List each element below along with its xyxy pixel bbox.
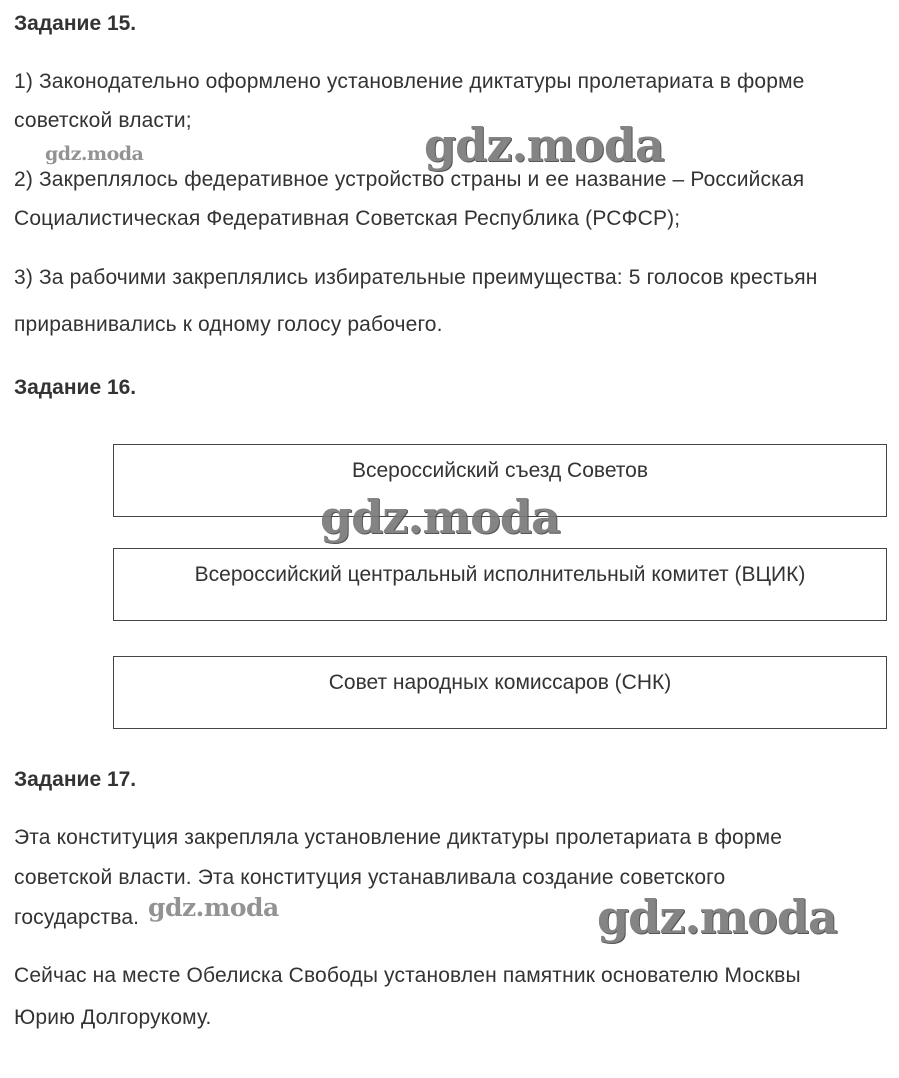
diagram-box-label: Совет народных комиссаров (СНК) — [328, 671, 672, 694]
task-17-line: Эта конституция закрепляла установление диктатуры пролетариата в форме — [14, 826, 783, 849]
watermark: gdz.moda — [597, 890, 837, 944]
diagram-box-label: Всероссийский центральный исполнительный комитет (ВЦИК) — [194, 563, 806, 586]
task-17-line: Сейчас на месте Обелиска Свободы установлен памятник основателю Москвы — [14, 964, 801, 987]
task-16-heading: Задание 16. — [14, 376, 137, 399]
task-17-line: государства. — [14, 906, 140, 929]
watermark: gdz.moda — [320, 490, 560, 544]
task-15-heading: Задание 15. — [14, 12, 137, 35]
task-17-heading: Задание 17. — [14, 768, 137, 791]
task-15-line: приравнивались к одному голосу рабочего. — [14, 313, 443, 336]
task-17-line: советской власти. Эта конституция устанавливала создание советского — [14, 866, 726, 889]
task-17-line: Юрию Долгорукому. — [14, 1006, 212, 1029]
task-15-line: 3) За рабочими закреплялись избирательные преимущества: 5 голосов крестьян — [14, 266, 818, 289]
diagram-box-label: Всероссийский съезд Советов — [351, 459, 649, 482]
task-15-line: советской власти; — [14, 109, 192, 132]
task-15-line: 2) Закреплялось федеративное устройство страны и ее название – Российская — [14, 168, 805, 191]
watermark: gdz.moda — [148, 893, 279, 922]
diagram-box — [113, 548, 887, 621]
task-15-line: Социалистическая Федеративная Советская Республика (РСФСР); — [14, 207, 681, 230]
diagram-box — [113, 656, 887, 729]
watermark: gdz.moda — [424, 118, 664, 172]
task-15-line: 1) Законодательно оформлено установление диктатуры пролетариата в форме — [14, 70, 805, 93]
watermark: gdz.moda — [45, 143, 144, 165]
